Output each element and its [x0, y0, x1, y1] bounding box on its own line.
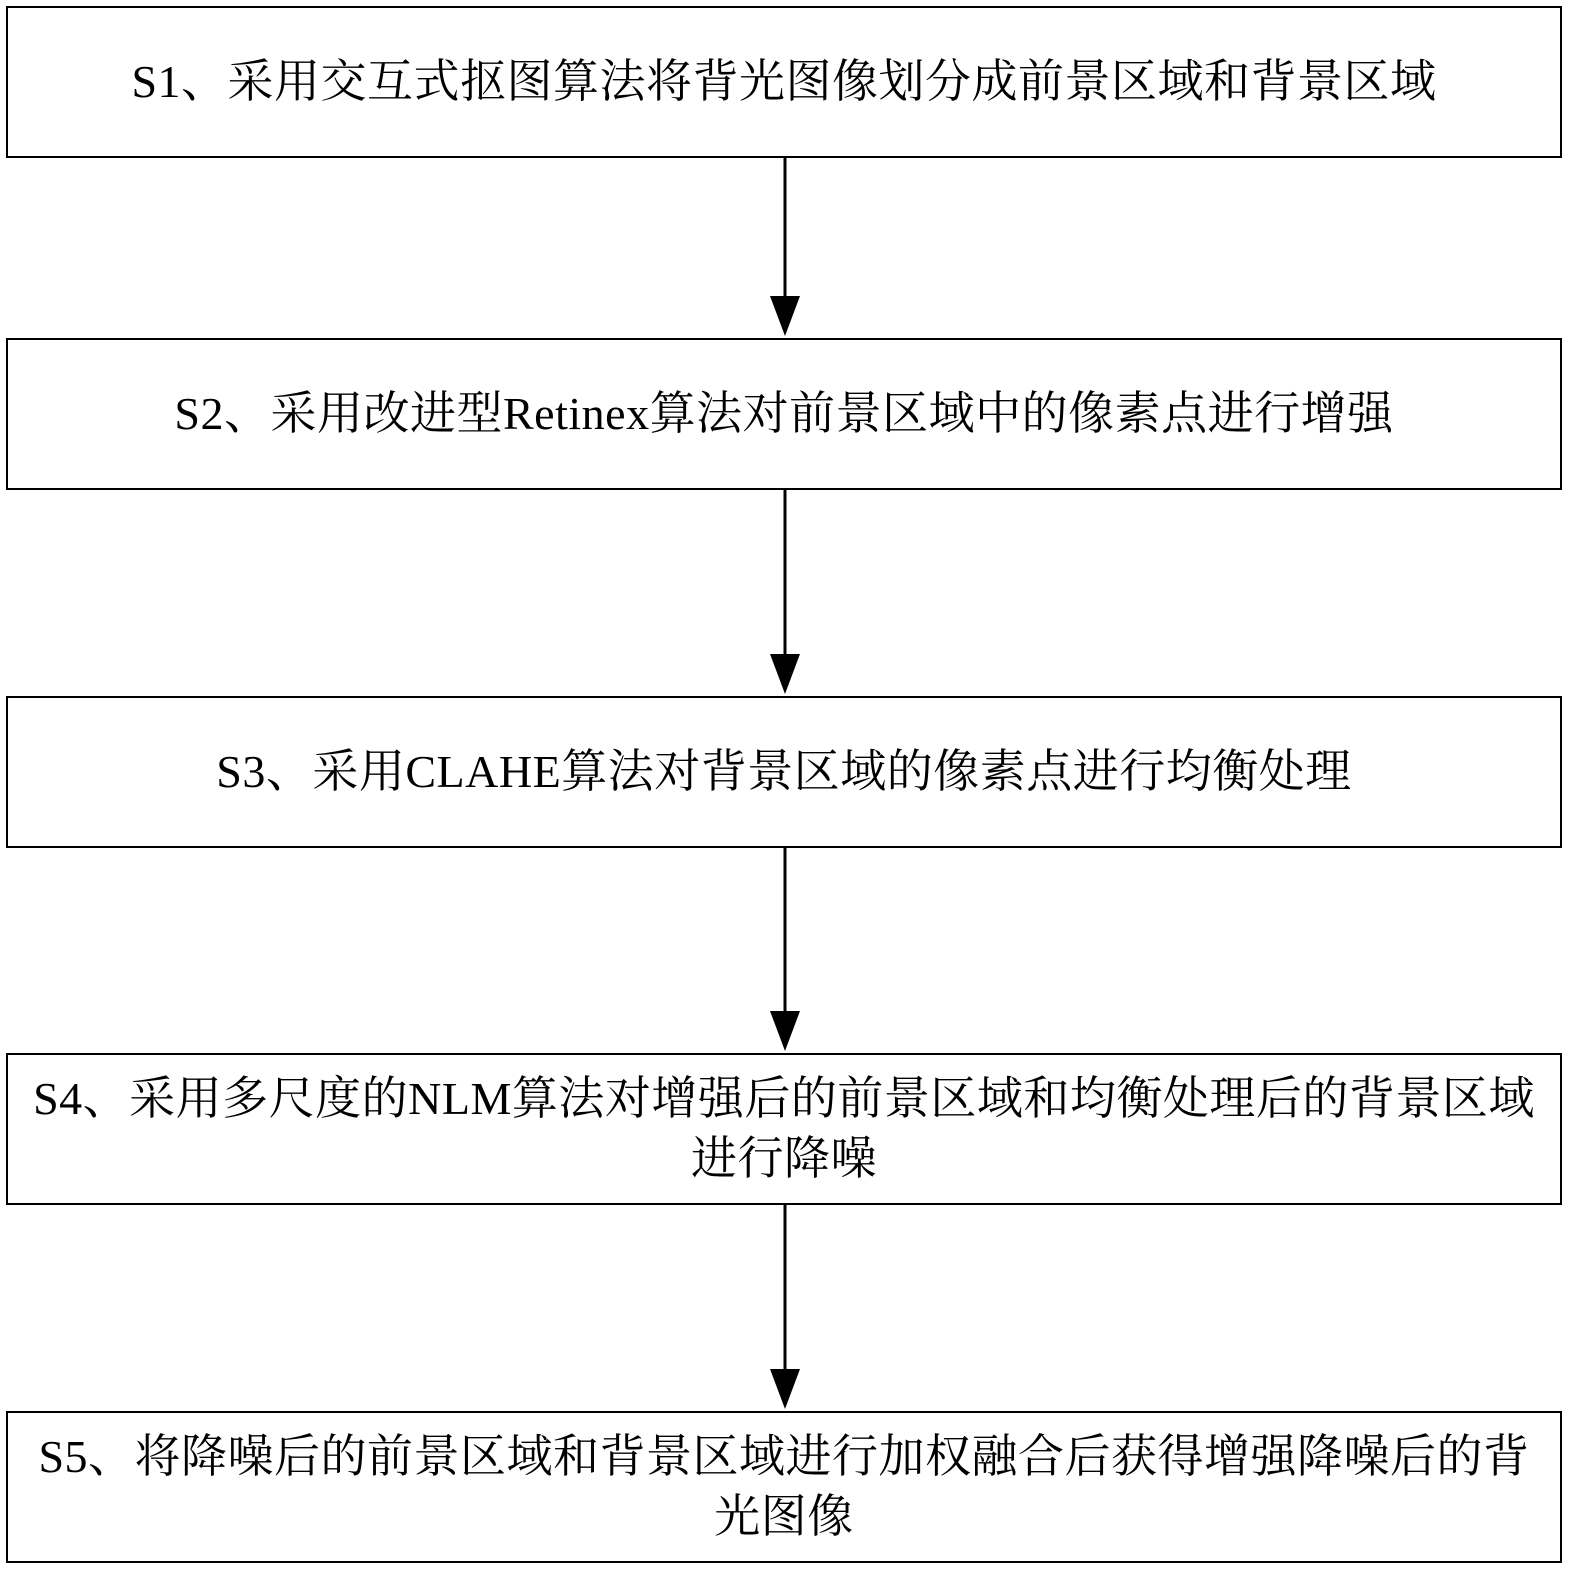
arrow-s3-to-s4: [770, 848, 800, 1051]
arrow-s4-to-s5: [770, 1205, 800, 1409]
arrow-s2-to-s3: [770, 490, 800, 694]
step-text-s1: S1、采用交互式抠图算法将背光图像划分成前景区域和背景区域: [131, 56, 1437, 107]
step-text-s3: S3、采用CLAHE算法对背景区域的像素点进行均衡处理: [216, 746, 1352, 797]
step-text-s2: S2、采用改进型Retinex算法对前景区域中的像素点进行增强: [174, 388, 1394, 439]
arrow-head: [770, 296, 800, 336]
arrow-head: [770, 1369, 800, 1409]
step-text-s4: S4、采用多尺度的NLM算法对增强后的前景区域和均衡处理后的背景区域进行降噪: [33, 1073, 1535, 1184]
arrow-s1-to-s2: [770, 158, 800, 336]
step-text-s5: S5、将降噪后的前景区域和背景区域进行加权融合后获得增强降噪后的背光图像: [38, 1431, 1530, 1542]
arrow-head: [770, 654, 800, 694]
arrow-head: [770, 1011, 800, 1051]
